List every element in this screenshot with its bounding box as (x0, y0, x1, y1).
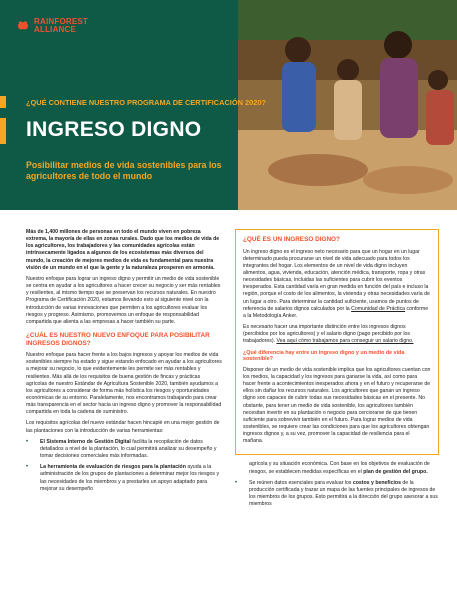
continuation-paragraph: agrícola y su situación económica. Con base en los objetivos de evaluación de riesgos, se establecen medidas específicas en el plan de gestión del grupo. (249, 461, 430, 475)
info-box-subheading: ¿Qué diferencia hay entre un ingreso digno y un medio de vida sostenible? (243, 349, 405, 363)
list-item: • Se reúnen datos esenciales para evaluar los costos y beneficios de la producción certificada y trazar un mapa de las fuentes principales de ingresos de los miembros de los grupos. Esto permitirá a la dirección del grupo asesorar a sus miembros (235, 479, 438, 508)
requirements-paragraph: Los requisitos agrícolas del nuevo estándar hacen hincapié en una mejor gestión de las plantaciones con la introducción de varias herramientas: (26, 420, 220, 434)
list-item-bold: La herramienta de evaluación de riesgos para la plantación (40, 464, 186, 471)
list-item (26, 464, 222, 493)
list-item-bold: El Sistema Interno de Gestión Digital (40, 438, 131, 445)
title-accent-bar (0, 118, 6, 144)
bullet-dot-icon: • (235, 479, 238, 486)
approach-paragraph: Nuestro enfoque para lograr un ingreso digno y permitir un medio de vida sostenible se centra en ayudar a los agricultores a hacer crecer su negocio y ser más rentables y resilientes, al mismo tiempo que se preservan los recursos naturales. En nuestro Programa de Certificación 2020, estamos llevando esto al siguiente nivel con la introducción de varias innovaciones que permiten a los agricultores evaluar los riesgos y progreso. Asimismo, promovemos un enfoque de responsabilidad compartida que alienta a las empresas a hacer también su parte. (26, 275, 221, 325)
info-box-distinction: Es necesario hacer una importante distinción entre los ingresos dignos (percibidos por los agricultores) y el salario digno (pago percibido por los trabajadores). Vea aquí cómo trabajamos para conseguir un salario digno. (243, 324, 414, 345)
intro-paragraph: Más de 1,400 millones de personas en todo el mundo viven en pobreza extrema, la mayoría de ellas en zonas rurales. Dado que los medios de vida de los agricultores, los trabajadores y las comunidades agrícolas están intrínsecamente ligados a algunos de los ecosistemas más diversos del mundo, la creación de mejores medios de vida es fundamental para nuestra visión de un mundo en el que la gente y la naturaleza prosperen en armonía. (26, 229, 220, 271)
list-item-text: facilita la recopilación de datos detallados a nivel de la plantación, lo cual permitirá analizar su desempeño y tomar decisiones comerciales más informadas. (40, 438, 217, 460)
logo-line-2: ALLIANCE (34, 25, 77, 34)
frog-icon (16, 18, 30, 32)
info-box-living-income (235, 229, 439, 455)
living-wage-link[interactable]: Vea aquí cómo trabajamos para conseguir un salario digno. (276, 338, 414, 345)
info-box-livelihood-paragraph: Disponer de un medio de vida sostenible implica que los agricultores cuentan con los medios, la capacidad y los ingresos para ganarse la vida, así como para hacer frente a acontecimientos inesperados ahora y en el futuro y recuperarse de ellos sin dañar los recursos naturales. Los agricultores que ganan un ingreso digno son capaces de cubrir todas sus necesidades básicas en el presente. No obstante, para tener un medio de vida sostenible, los agricultores también necesitan invertir en su plantación o negocio para cerciorarse de que tienen suficiente para sobrevivir también en el futuro. Para lograr medios de vida sostenibles, se requiere crear las condiciones para que los agricultores obtengan ingresos dignos y, a su vez, promover la capacidad de resiliencia para el mañana. (243, 366, 431, 445)
page-kicker: ¿QUÉ CONTIENE NUESTRO PROGRAMA DE CERTIFICACIÓN 2020? (26, 98, 266, 107)
info-box-heading: ¿QUÉ ES UN INGRESO DIGNO? (243, 236, 340, 243)
kicker-accent-bar (0, 96, 6, 108)
logo-line-1: RAINFOREST (34, 17, 88, 26)
logo-wordmark (34, 18, 88, 34)
community-of-practice-link[interactable]: Comunidad de Práctica (351, 305, 406, 312)
bullet-dot-icon: • (26, 438, 29, 445)
list-item-text: ayuda a la administración de los grupos de plantaciones a determinar mejor los riesgos y las necesidades de los miembros y a prestarles un apoyo adaptado para mejorar su desempeño (40, 464, 220, 492)
rainforest-alliance-logo (16, 18, 88, 34)
header-banner (0, 0, 457, 210)
section-heading-new-approach: ¿CUÁL ES NUESTRO NUEVO ENFOQUE PARA POSIBILITAR INGRESOS DIGNOS? (26, 332, 210, 347)
bullet-dot-icon: • (26, 464, 29, 471)
left-column (26, 229, 222, 497)
list-item (26, 439, 222, 460)
right-column (235, 229, 439, 512)
page-title: INGRESO DIGNO (26, 118, 202, 141)
page-subtitle: Posibilitar medios de vida sostenibles para los agricultores de todo el mundo (26, 160, 222, 181)
info-box-definition: Un ingreso digno es el ingreso neto necesario para que un hogar en un lugar determinado pueda procurarse un nivel de vida adecuado para todos los integrantes del hogar. Los elementos de un nivel de vida digno incluyen alimentos, agua, vivienda, educación, atención médica, transporte, ropa y otras necesidades básicas, incluidas las suficientes para cubrir los eventos inesperados. Esta cantidad varía en gran medida en función del país e incluso la región, porque el costo de los alimentos, la vivienda y otras necesidades varía de un lugar a otro. Para determinar la cantidad suficiente, usamos de puntos de referencia de salarios dignos calculados por la Comunidad de Práctica conforme a la Metodología Anker. (243, 248, 430, 319)
approach-detail-paragraph: Nuestro enfoque para hacer frente a los bajos ingresos y apoyar los medios de vida sostenibles siempre ha estado y sigue estando enfocado en ayudar a los agricultores a mejorar su negocio, lo que evidentemente les permite ser más rentables y resilientes. Más allá de los requisitos de buena gestión de fincas y prácticas agrícolas de nuestro Estándar de Agricultura Sostenible 2020, también ayudamos a los agricultores a considerar de forma más holística los riesgos y oportunidades económicas de su entorno. Paralelamente, nos encontramos trabajando para crear más transparencia en el sector hacia un ingreso digno y promover la responsabilidad compartida en toda la cadena de suministro. (26, 352, 222, 416)
